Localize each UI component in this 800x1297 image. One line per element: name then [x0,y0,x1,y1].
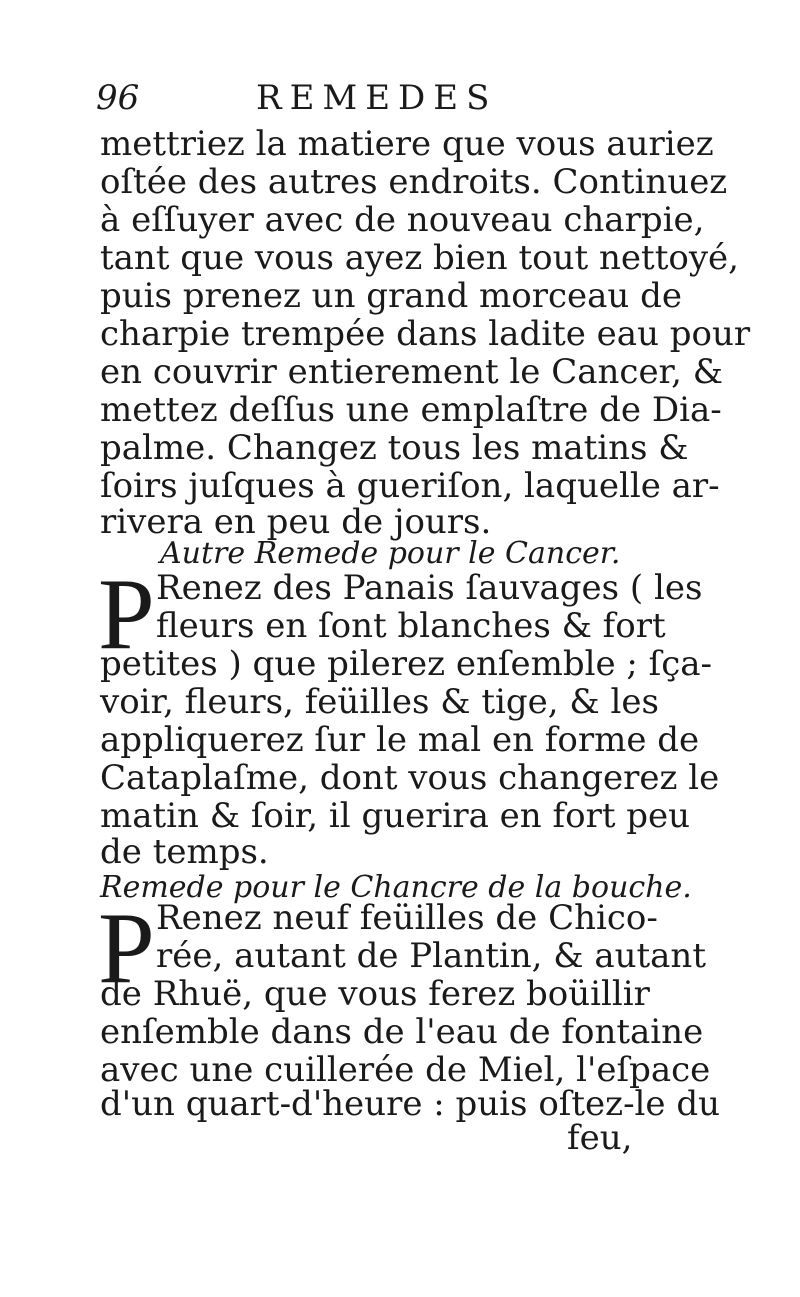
text-line: Renez neuf feüilles de Chico- [156,898,658,938]
text-line: appliquerez ſur le mal en forme de [100,720,700,760]
catchword: feu, [567,1118,633,1158]
page-header [96,78,626,124]
text-line: palme. Changez tous les matins & [100,428,689,468]
text-line: oſtée des autres endroits. Continuez [100,162,728,202]
section-heading: Remede pour le Chancre de la bouche. [100,870,692,905]
section-heading: Autre Remede pour le Cancer. [160,536,621,571]
text-line: tant que vous ayez bien tout nettoyé, [100,238,739,278]
text-line: Cataplaſme, dont vous changerez le [100,758,720,798]
drop-cap: P [98,892,155,1005]
text-line: fleurs en ſont blanches & fort [156,606,666,646]
text-line: avec une cuillerée de Miel, l'eſpace [100,1050,711,1090]
text-line: mettez deſſus une emplaſtre de Dia- [100,390,722,430]
page-number: 96 [96,78,140,118]
text-line: de Rhuë, que vous ferez boüillir [100,974,650,1014]
text-line: à eſſuyer avec de nouveau charpie, [100,200,705,240]
drop-cap: P [98,558,155,671]
text-line: rivera en peu de jours. [100,502,492,542]
text-line: petites ) que pilerez enſemble ; ſça- [100,644,713,684]
running-head: REMEDES [256,78,498,118]
text-line: voir, fleurs, feüilles & tige, & les [100,682,659,722]
text-line: charpie trempée dans ladite eau pour [100,314,751,354]
text-line: puis prenez un grand morceau de [100,276,683,316]
text-line: mettriez la matiere que vous auriez [100,124,714,164]
text-line: de temps. [100,832,269,872]
text-line: ſoirs juſques à gueriſon, laquelle ar- [100,466,720,506]
text-line: d'un quart-d'heure : puis oſtez-le du [100,1084,721,1124]
text-line: enſemble dans de l'eau de fontaine [100,1012,704,1052]
text-line: Renez des Panais ſauvages ( les [156,568,703,608]
text-line: en couvrir entierement le Cancer, & [100,352,723,392]
text-line: rée, autant de Plantin, & autant [156,936,706,976]
text-line: matin & ſoir, il guerira en fort peu [100,796,691,836]
